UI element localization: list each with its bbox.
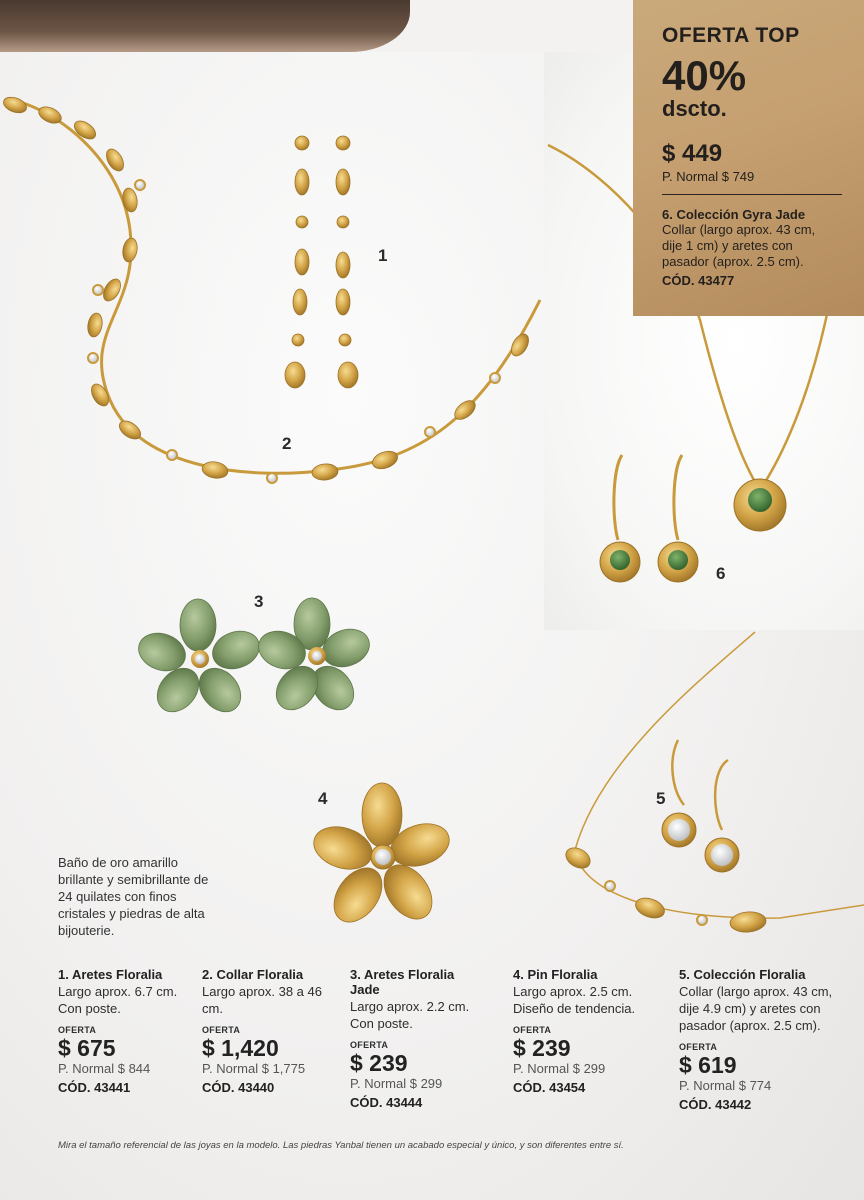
product-coleccion-floralia (679, 967, 844, 1112)
product-normal-price: P. Normal $ 774 (679, 1078, 772, 1093)
product-desc: Largo aprox. 38 a 46 cm. (202, 984, 322, 1016)
offer-label: OFERTA (202, 1025, 241, 1035)
product-code: CÓD. 43444 (350, 1095, 423, 1110)
product-normal-price: P. Normal $ 1,775 (202, 1061, 306, 1076)
footnote: Mira el tamaño referencial de las joyas en la modelo. Las piedras Yanbal tienen un acabado especial y único, y son diferentes entre sí. (58, 1140, 624, 1151)
product-name: 4. Pin Floralia (513, 967, 598, 982)
product-aretes-floralia-jade (350, 967, 485, 1110)
offer-label: OFERTA (679, 1042, 718, 1052)
offer-label: OFERTA (58, 1025, 97, 1035)
aretes-floralia-jade-earrings (133, 598, 374, 720)
product-normal-price: P. Normal $ 844 (58, 1061, 151, 1076)
product-normal-price: P. Normal $ 299 (513, 1061, 606, 1076)
product-aretes-floralia (58, 967, 193, 1095)
product-collar-floralia (202, 967, 322, 1095)
item-number-6: 6 (716, 564, 726, 583)
product-name: 3. Aretes Floralia Jade (350, 967, 455, 997)
offer-code: CÓD. 43477 (662, 273, 735, 288)
product-pin-floralia (513, 967, 653, 1095)
item-number-1: 1 (378, 246, 388, 265)
item-number-4: 4 (318, 789, 328, 808)
offer-price: $ 449 (662, 140, 723, 167)
product-code: CÓD. 43454 (513, 1080, 586, 1095)
oferta-top-box (633, 0, 864, 316)
pin-floralia-brooch (308, 783, 454, 931)
offer-label: OFERTA (513, 1025, 552, 1035)
product-desc: Largo aprox. 2.5 cm. Diseño de tendencia. (513, 984, 636, 1016)
product-code: CÓD. 43442 (679, 1097, 752, 1112)
product-name: 2. Collar Floralia (202, 967, 304, 982)
product-normal-price: P. Normal $ 299 (350, 1076, 443, 1091)
product-name: 1. Aretes Floralia (58, 967, 163, 982)
material-description: Baño de oro amarillo brillante y semibrillante de 24 quilates con finos cristales y piedras de alta bijouterie. (58, 855, 209, 938)
product-price: $ 239 (350, 1050, 408, 1076)
product-desc: Largo aprox. 6.7 cm. Con poste. (58, 984, 178, 1016)
item-number-3: 3 (254, 592, 264, 611)
offer-label: OFERTA (350, 1040, 389, 1050)
item-number-2: 2 (282, 434, 292, 453)
product-desc: Largo aprox. 2.2 cm. Con poste. (350, 999, 470, 1031)
collar-floralia-necklace (1, 94, 540, 483)
product-code: CÓD. 43441 (58, 1080, 131, 1095)
product-price: $ 675 (58, 1035, 116, 1061)
product-price: $ 1,420 (202, 1035, 279, 1061)
offer-percent: 40% (662, 52, 747, 99)
offer-divider (662, 194, 842, 195)
product-price: $ 239 (513, 1035, 571, 1061)
offer-normal-price: P. Normal $ 749 (662, 169, 755, 184)
offer-title: OFERTA TOP (662, 24, 800, 47)
coleccion-floralia-set (562, 632, 864, 934)
product-desc: Collar (largo aprox. 43 cm, dije 4.9 cm) y aretes con pasador (aprox. 2.5 cm). (679, 984, 833, 1033)
product-name: 5. Colección Floralia (679, 967, 806, 982)
product-code: CÓD. 43440 (202, 1080, 275, 1095)
offer-discount-word: dscto. (662, 96, 727, 121)
product-price: $ 619 (679, 1052, 737, 1078)
offer-product-name: 6. Colección Gyra Jade (662, 207, 806, 222)
aretes-floralia-earrings (285, 136, 358, 388)
offer-product-desc: Collar (largo aprox. 43 cm, dije 1 cm) y aretes con pasador (aprox. 2.5 cm). (662, 222, 816, 269)
item-number-5: 5 (656, 789, 666, 808)
